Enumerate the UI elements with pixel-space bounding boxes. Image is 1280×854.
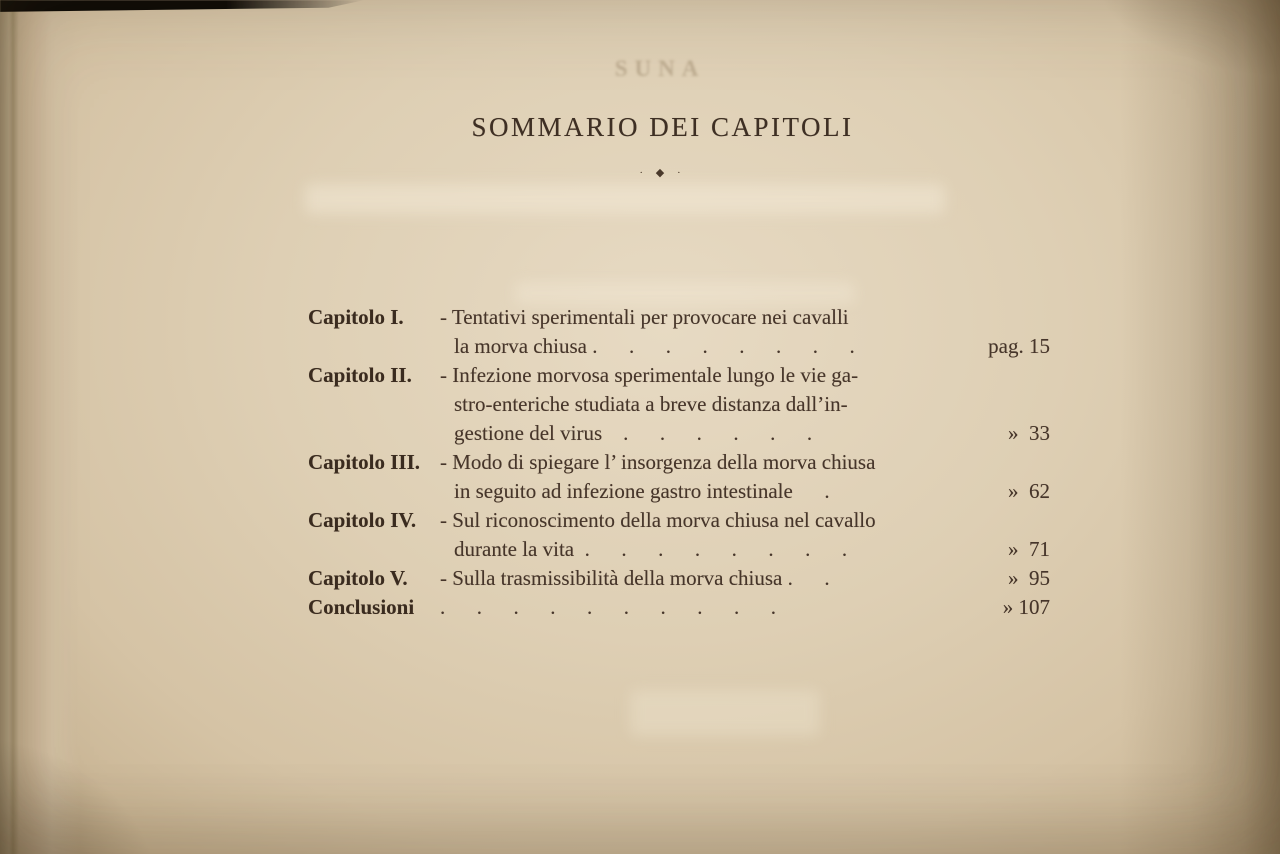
ghost-showthrough-block [630, 690, 820, 736]
toc-page-number: » 71 [1008, 537, 1050, 561]
toc-page-number: » 62 [1008, 479, 1050, 503]
toc-page-number: » 107 [1002, 595, 1050, 619]
toc-page-number [955, 448, 1050, 477]
toc-chapter-label: Capitolo V. [308, 566, 408, 590]
toc-entry-text: - Modo di spiegare l’ insorgenza della morva chiusa [440, 450, 876, 474]
toc-chapter-label [308, 477, 440, 506]
toc-entry-text: . . . . . . . . . . [440, 595, 776, 619]
toc-row [308, 477, 1050, 506]
toc-row [308, 332, 1050, 361]
page-title: SOMMARIO DEI CAPITOLI [471, 112, 854, 142]
toc-entry-text: gestione del virus . . . . . . [454, 421, 813, 445]
toc-chapter-label: Conclusioni [308, 595, 415, 619]
toc-row [308, 593, 1050, 622]
toc-row [308, 361, 1050, 390]
toc-entry-text: - Sul riconoscimento della morva chiusa nel cavallo [440, 508, 876, 532]
toc-entry-text: - Infezione morvosa sperimentale lungo le vie ga- [440, 363, 859, 387]
toc-row [308, 303, 1050, 332]
ghost-showthrough-block [305, 184, 945, 214]
toc-row [308, 535, 1050, 564]
toc-row [308, 448, 1050, 477]
toc-row [308, 564, 1050, 593]
toc-page-number [955, 506, 1050, 535]
toc-chapter-label [308, 535, 440, 564]
toc-entry-text: stro-enteriche studiata a breve distanza dall’in- [454, 392, 848, 416]
toc-row [308, 506, 1050, 535]
toc-row [308, 419, 1050, 448]
ornament-divider: · ◆ · [639, 167, 686, 179]
toc-entry-text: in seguito ad infezione gastro intestinale . [454, 479, 830, 503]
table-of-contents [308, 303, 1050, 622]
toc-entry-text: la morva chiusa . . . . . . . . [454, 334, 855, 358]
toc-chapter-label: Capitolo III. [308, 450, 421, 474]
ghost-showthrough-text: SUNA [614, 56, 706, 81]
toc-row [308, 390, 1050, 419]
toc-page-number: » 33 [1008, 421, 1050, 445]
toc-entry-text: - Sulla trasmissibilità della morva chiusa . . [440, 566, 830, 590]
toc-page-number: » 95 [1008, 566, 1050, 590]
toc-entry-text: - Tentativi sperimentali per provocare nei cavalli [440, 305, 849, 329]
toc-chapter-label [308, 390, 440, 419]
shadow-bottom-left [0, 734, 160, 854]
toc-chapter-label: Capitolo IV. [308, 508, 417, 532]
toc-chapter-label: Capitolo I. [308, 305, 404, 329]
toc-page-number [955, 361, 1050, 390]
ghost-showthrough-block [515, 282, 855, 304]
toc-page-number: pag. 15 [988, 334, 1050, 358]
toc-chapter-label: Capitolo II. [308, 363, 412, 387]
toc-entry-text: durante la vita . . . . . . . . [454, 537, 848, 561]
toc-chapter-label [308, 419, 440, 448]
toc-page-number [955, 390, 1050, 419]
toc-page-number [955, 303, 1050, 332]
toc-chapter-label [308, 332, 440, 361]
